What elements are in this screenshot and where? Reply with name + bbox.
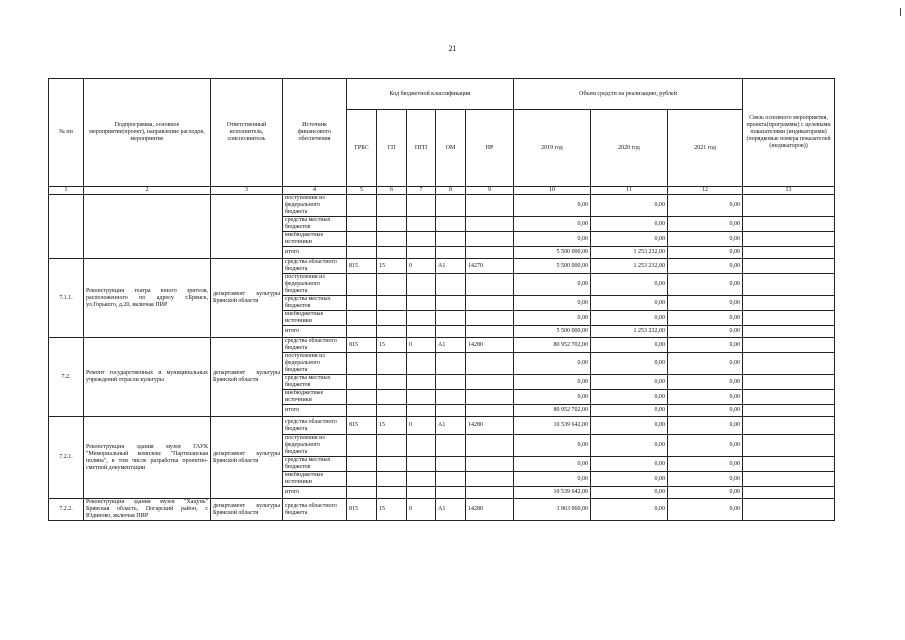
pgp-cell [407, 435, 436, 457]
value-2021: 0,00 [668, 487, 743, 499]
grbs-cell [347, 487, 377, 499]
grbs-cell [347, 375, 377, 390]
pgp-cell [407, 390, 436, 405]
pgp-cell [407, 274, 436, 296]
link-cell [743, 390, 835, 405]
program-text: Реконструкция театра юного зрителя, расположенного по адресу г.Брянск, ул.Горького, д.20, включая ПИР [84, 259, 211, 338]
link-cell [743, 195, 835, 217]
gp-cell [377, 232, 407, 247]
pgp-cell [407, 217, 436, 232]
value-2020: 0,00 [591, 296, 668, 311]
link-cell [743, 417, 835, 435]
header-gp: ГП [377, 110, 407, 187]
value-2020: 0,00 [591, 353, 668, 375]
link-cell [743, 499, 835, 521]
gp-cell [377, 457, 407, 472]
link-cell [743, 375, 835, 390]
value-2021: 0,00 [668, 435, 743, 457]
value-2019: 10 539 642,00 [514, 417, 591, 435]
nr-cell [466, 457, 514, 472]
grbs-cell [347, 435, 377, 457]
gp-cell [377, 375, 407, 390]
value-2021: 0,00 [668, 326, 743, 338]
value-2019: 0,00 [514, 232, 591, 247]
om-cell: А1 [436, 338, 466, 353]
value-2021: 0,00 [668, 417, 743, 435]
pgp-cell [407, 296, 436, 311]
budget-table [48, 78, 835, 521]
value-2019: 5 500 000,00 [514, 326, 591, 338]
pgp-cell [407, 375, 436, 390]
value-2020: 0,00 [591, 232, 668, 247]
nr-cell [466, 390, 514, 405]
grbs-cell: 815 [347, 338, 377, 353]
table-row [49, 338, 835, 353]
column-number: 6 [377, 187, 407, 195]
grbs-cell [347, 274, 377, 296]
grbs-cell [347, 195, 377, 217]
responsible-text: департамент культуры Брянской области [211, 338, 283, 417]
value-2020: 0,00 [591, 457, 668, 472]
nr-cell [466, 195, 514, 217]
source-cell: средства местных бюджетов [283, 375, 347, 390]
value-2019: 0,00 [514, 435, 591, 457]
header-pgp: ПГП [407, 110, 436, 187]
value-2019: 5 500 000,00 [514, 247, 591, 259]
value-2020: 0,00 [591, 390, 668, 405]
value-2021: 0,00 [668, 375, 743, 390]
nr-cell: 14270 [466, 259, 514, 274]
column-number: 3 [211, 187, 283, 195]
table-row [49, 259, 835, 274]
source-cell: внебюджетные источники [283, 232, 347, 247]
link-cell [743, 457, 835, 472]
value-2020: 0,00 [591, 217, 668, 232]
value-2019: 5 500 000,00 [514, 259, 591, 274]
column-number: 5 [347, 187, 377, 195]
header-2021: 2021 год [668, 110, 743, 187]
column-number: 2 [84, 187, 211, 195]
gp-cell: 15 [377, 417, 407, 435]
nr-cell [466, 326, 514, 338]
value-2019: 0,00 [514, 375, 591, 390]
om-cell: А1 [436, 417, 466, 435]
pgp-cell [407, 405, 436, 417]
header-grbs: ГРБС [347, 110, 377, 187]
om-cell [436, 375, 466, 390]
value-2019: 0,00 [514, 296, 591, 311]
column-number-row [49, 187, 835, 195]
source-cell: итого [283, 487, 347, 499]
grbs-cell: 815 [347, 499, 377, 521]
pgp-cell [407, 326, 436, 338]
nr-cell [466, 472, 514, 487]
value-2019: 0,00 [514, 472, 591, 487]
value-2021: 0,00 [668, 259, 743, 274]
source-cell: средства местных бюджетов [283, 217, 347, 232]
value-2019: 0,00 [514, 311, 591, 326]
value-2021: 0,00 [668, 390, 743, 405]
source-cell: средства областного бюджета [283, 417, 347, 435]
link-cell [743, 296, 835, 311]
om-cell [436, 353, 466, 375]
source-cell: поступления из федерального бюджета [283, 274, 347, 296]
source-cell: средства областного бюджета [283, 259, 347, 274]
value-2020: 0,00 [591, 311, 668, 326]
value-2021: 0,00 [668, 296, 743, 311]
header-2020: 2020 год [591, 110, 668, 187]
nr-cell: 14280 [466, 499, 514, 521]
program-text: Ремонт государственных и муниципальных учреждений отрасли культуры [84, 338, 211, 417]
source-cell: поступления из федерального бюджета [283, 195, 347, 217]
link-cell [743, 274, 835, 296]
column-number: 7 [407, 187, 436, 195]
pgp-cell [407, 472, 436, 487]
om-cell [436, 195, 466, 217]
value-2020: 0,00 [591, 405, 668, 417]
link-cell [743, 217, 835, 232]
grbs-cell [347, 353, 377, 375]
grbs-cell [347, 296, 377, 311]
pgp-cell [407, 311, 436, 326]
gp-cell [377, 274, 407, 296]
value-2021: 0,00 [668, 232, 743, 247]
om-cell [436, 247, 466, 259]
header-om: ОМ [436, 110, 466, 187]
header-volume: Объем средств на реализацию, рублей [514, 79, 743, 110]
responsible-text: департамент культуры Брянской области [211, 499, 283, 521]
gp-cell [377, 311, 407, 326]
source-cell: поступления из федерального бюджета [283, 353, 347, 375]
value-2021: 0,00 [668, 405, 743, 417]
column-number: 10 [514, 187, 591, 195]
gp-cell: 15 [377, 259, 407, 274]
gp-cell [377, 195, 407, 217]
grbs-cell [347, 247, 377, 259]
gp-cell [377, 405, 407, 417]
program-text: Реконструкция здания музея "Хацунь" Брянская область, Погарский район, с Юдиново, включая ПИР [84, 499, 211, 521]
om-cell [436, 435, 466, 457]
value-2021: 0,00 [668, 457, 743, 472]
nr-cell [466, 311, 514, 326]
om-cell [436, 274, 466, 296]
row-number: 7.2. [49, 338, 84, 417]
nr-cell [466, 296, 514, 311]
link-cell [743, 326, 835, 338]
source-cell: поступления из федерального бюджета [283, 435, 347, 457]
om-cell [436, 311, 466, 326]
pgp-cell [407, 232, 436, 247]
gp-cell [377, 326, 407, 338]
table-row [49, 195, 835, 217]
column-number: 12 [668, 187, 743, 195]
source-cell: итого [283, 247, 347, 259]
om-cell [436, 457, 466, 472]
link-cell [743, 338, 835, 353]
row-number: 7.2.1. [49, 417, 84, 499]
source-cell: внебюджетные источники [283, 311, 347, 326]
page-edge-mark [900, 8, 901, 16]
gp-cell [377, 390, 407, 405]
value-2021: 0,00 [668, 472, 743, 487]
row-number: 7.2.2. [49, 499, 84, 521]
source-cell: средства местных бюджетов [283, 457, 347, 472]
value-2019: 0,00 [514, 390, 591, 405]
gp-cell [377, 472, 407, 487]
responsible-text [211, 195, 283, 259]
value-2019: 80 952 702,00 [514, 405, 591, 417]
value-2020: 0,00 [591, 499, 668, 521]
value-2021: 0,00 [668, 353, 743, 375]
source-cell: средства местных бюджетов [283, 296, 347, 311]
table-row [49, 499, 835, 521]
header-program: Подпрограмма, основное мероприятие(проект), направление расходов, мероприятие [84, 79, 211, 187]
nr-cell [466, 435, 514, 457]
column-number: 13 [743, 187, 835, 195]
nr-cell [466, 487, 514, 499]
program-text: Реконструкция здания музея ГАУК "Мемориальный комплекс "Партизанская поляна", в том числе разработка проектно-сметной документации [84, 417, 211, 499]
value-2020: 0,00 [591, 375, 668, 390]
grbs-cell [347, 311, 377, 326]
pgp-cell: 0 [407, 417, 436, 435]
table-body [49, 187, 835, 521]
nr-cell [466, 375, 514, 390]
pgp-cell [407, 195, 436, 217]
value-2020: 0,00 [591, 472, 668, 487]
link-cell [743, 353, 835, 375]
header-responsible: Ответственный исполнитель, соисполнитель [211, 79, 283, 187]
source-cell: средства областного бюджета [283, 499, 347, 521]
link-cell [743, 232, 835, 247]
gp-cell [377, 353, 407, 375]
om-cell [436, 405, 466, 417]
table-row [49, 417, 835, 435]
grbs-cell [347, 390, 377, 405]
header-no: № пп [49, 79, 84, 187]
om-cell [436, 472, 466, 487]
value-2019: 3 863 060,00 [514, 499, 591, 521]
value-2021: 0,00 [668, 247, 743, 259]
grbs-cell [347, 472, 377, 487]
header-link: Связь основного мероприятия, проекта(программы) с целевыми показателями (индикаторами) (порядковые номера показателей (индикаторов)) [743, 79, 835, 187]
link-cell [743, 311, 835, 326]
link-cell [743, 435, 835, 457]
gp-cell [377, 487, 407, 499]
pgp-cell [407, 353, 436, 375]
pgp-cell [407, 457, 436, 472]
source-cell: итого [283, 405, 347, 417]
program-text [84, 195, 211, 259]
gp-cell: 15 [377, 499, 407, 521]
grbs-cell [347, 457, 377, 472]
grbs-cell [347, 326, 377, 338]
value-2020: 0,00 [591, 435, 668, 457]
responsible-text: департамент культуры Брянской области [211, 259, 283, 338]
om-cell: А1 [436, 259, 466, 274]
pgp-cell: 0 [407, 338, 436, 353]
value-2019: 0,00 [514, 195, 591, 217]
nr-cell: 14280 [466, 417, 514, 435]
link-cell [743, 259, 835, 274]
nr-cell: 14280 [466, 338, 514, 353]
source-cell: внебюджетные источники [283, 472, 347, 487]
column-number: 4 [283, 187, 347, 195]
value-2020: 0,00 [591, 417, 668, 435]
link-cell [743, 472, 835, 487]
om-cell [436, 217, 466, 232]
nr-cell [466, 247, 514, 259]
om-cell [436, 390, 466, 405]
value-2020: 1 253 232,00 [591, 259, 668, 274]
grbs-cell: 815 [347, 417, 377, 435]
value-2021: 0,00 [668, 311, 743, 326]
responsible-text: департамент культуры Брянской области [211, 417, 283, 499]
header-source: Источник финансового обеспечения [283, 79, 347, 187]
om-cell [436, 296, 466, 311]
link-cell [743, 405, 835, 417]
row-number [49, 195, 84, 259]
nr-cell [466, 274, 514, 296]
nr-cell [466, 217, 514, 232]
row-number: 7.1.1. [49, 259, 84, 338]
nr-cell [466, 405, 514, 417]
nr-cell [466, 232, 514, 247]
value-2021: 0,00 [668, 499, 743, 521]
grbs-cell [347, 232, 377, 247]
grbs-cell [347, 405, 377, 417]
value-2019: 0,00 [514, 353, 591, 375]
om-cell [436, 487, 466, 499]
grbs-cell [347, 217, 377, 232]
om-cell: А1 [436, 499, 466, 521]
column-number: 1 [49, 187, 84, 195]
header-2019: 2019 год [514, 110, 591, 187]
link-cell [743, 247, 835, 259]
value-2021: 0,00 [668, 338, 743, 353]
om-cell [436, 326, 466, 338]
link-cell [743, 487, 835, 499]
column-number: 8 [436, 187, 466, 195]
value-2019: 0,00 [514, 457, 591, 472]
value-2020: 0,00 [591, 274, 668, 296]
value-2021: 0,00 [668, 217, 743, 232]
value-2020: 1 253 232,00 [591, 326, 668, 338]
pgp-cell [407, 487, 436, 499]
pgp-cell: 0 [407, 259, 436, 274]
value-2021: 0,00 [668, 274, 743, 296]
page-number: 21 [448, 44, 457, 53]
om-cell [436, 232, 466, 247]
source-cell: итого [283, 326, 347, 338]
value-2019: 80 952 702,00 [514, 338, 591, 353]
value-2021: 0,00 [668, 195, 743, 217]
source-cell: внебюджетные источники [283, 390, 347, 405]
source-cell: средства областного бюджета [283, 338, 347, 353]
value-2019: 0,00 [514, 217, 591, 232]
header-nr: НР [466, 110, 514, 187]
value-2020: 0,00 [591, 195, 668, 217]
gp-cell: 15 [377, 338, 407, 353]
value-2020: 1 253 232,00 [591, 247, 668, 259]
column-number: 11 [591, 187, 668, 195]
pgp-cell: 0 [407, 499, 436, 521]
pgp-cell [407, 247, 436, 259]
gp-cell [377, 217, 407, 232]
header-budget-codes: Код бюджетной классификации [347, 79, 514, 110]
value-2020: 0,00 [591, 487, 668, 499]
value-2020: 0,00 [591, 338, 668, 353]
gp-cell [377, 296, 407, 311]
nr-cell [466, 353, 514, 375]
column-number: 9 [466, 187, 514, 195]
value-2019: 10 539 642,00 [514, 487, 591, 499]
grbs-cell: 815 [347, 259, 377, 274]
gp-cell [377, 435, 407, 457]
gp-cell [377, 247, 407, 259]
value-2019: 0,00 [514, 274, 591, 296]
